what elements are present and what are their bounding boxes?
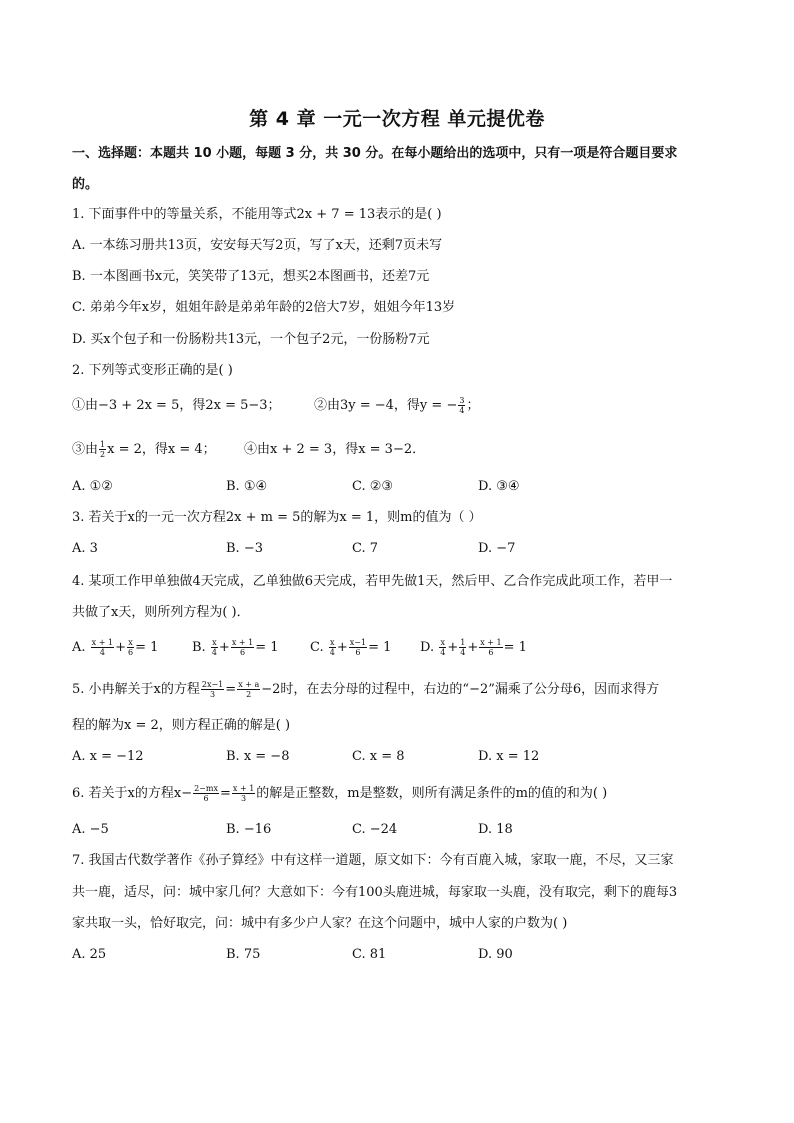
section-heading: 一、选择题：本题共 10 小题，每题 3 分，共 30 分。在每小题给出的选项中，只有一项是符合题目要求 [72, 146, 678, 161]
fraction: $\frac{x + 1}{4}$ [91, 638, 114, 657]
fraction: $\frac{3}{4}$ [459, 396, 465, 415]
fraction: $\frac{1}{4}$ [460, 638, 466, 657]
question-2-stem: 2. 下列等式变形正确的是( ) [72, 363, 233, 378]
question-5-stem-line-2: 程的解为x = 2，则方程正确的解是( ) [72, 718, 291, 733]
question-2-option-b: B. ①④ [226, 479, 268, 494]
page-title: 第 4 章 一元一次方程 单元提优卷 [249, 108, 545, 130]
question-6-stem: 6. 若关于x的方程x− $\frac{2-mx}{6}$ = $\frac{x + 1}{3}$ 的解是正整数，m是整数，则所有满足条件的m的值的和为( ) [72, 784, 608, 803]
question-1-stem: 1. 下面事件中的等量关系，不能用等式2x + 7 = 13表示的是( ) [72, 207, 442, 222]
section-heading-cont: 的。 [72, 177, 99, 192]
question-7-stem-line-2: 共一鹿，适尽，问：城中家几何？大意如下：今有100头鹿进城，每家取一头鹿，没有取完，剩下的鹿每3 [72, 885, 678, 900]
question-2-statement-3: ③由 $\frac{1}{2}$ x = 2，得x = 4； [72, 440, 216, 459]
fraction: $\frac{x + 1}{3}$ [232, 784, 255, 803]
question-3-stem: 3. 若关于x的一元一次方程2x + m = 5的解为x = 1，则m的值为（ ） [72, 510, 482, 525]
question-1-option-b: B. 一本图画书x元，笑笑带了13元，想买2本图画书，还差7元 [72, 269, 430, 284]
question-2-option-d: D. ③④ [478, 479, 520, 494]
question-4-stem-line-1: 4. 某项工作甲单独做4天完成，乙单独做6天完成，若甲先做1天，然后甲、乙合作完成此项工作，若甲一 [72, 574, 673, 589]
fraction: $\frac{x}{4}$ [211, 638, 217, 657]
fraction: $\frac{x + 1}{6}$ [480, 638, 502, 657]
question-7-option-d: D. 90 [478, 947, 513, 962]
question-2-option-c: C. ②③ [352, 479, 394, 494]
question-7-option-c: C. 81 [352, 947, 387, 962]
question-2-option-a: A. ①② [72, 479, 113, 494]
question-5-option-a: A. x = −12 [72, 749, 144, 764]
question-3-option-c: C. 7 [352, 541, 379, 556]
fraction: $\frac{x}{4}$ [329, 638, 335, 657]
fraction: $\frac{x}{4}$ [440, 638, 446, 657]
question-2-statement-2: ②由3y = −4，得y = − $\frac{3}{4}$ ； [314, 396, 480, 415]
fraction: $\frac{x}{6}$ [127, 638, 134, 657]
question-4-stem-line-2: 共做了x天，则所列方程为( )． [72, 605, 250, 620]
question-5-option-b: B. x = −8 [226, 749, 290, 764]
question-4-option-b: B. $\frac{x}{4}$ + $\frac{x + 1}{6}$ = 1 [192, 638, 279, 657]
fraction: $\frac{2-mx}{6}$ [194, 784, 218, 803]
question-2-statement-4: ④由x + 2 = 3，得x = 3−2． [244, 442, 426, 457]
statement-2-text: ②由3y = −4，得y = − [314, 398, 458, 413]
question-7-stem-line-1: 7. 我国古代数学著作《孙子算经》中有这样一道题，原文如下：今有百鹿入城，家取一鹿，不尽，又三家 [72, 853, 674, 868]
question-1-option-c: C. 弟弟今年x岁，姐姐年龄是弟弟年龄的2倍大7岁，姐姐今年13岁 [72, 300, 456, 315]
question-6-option-a: A. −5 [72, 822, 109, 837]
question-4-option-a: A. $\frac{x + 1}{4}$ + $\frac{x}{6}$ = 1 [72, 638, 159, 657]
question-7-stem-line-3: 家共取一头，恰好取完，问：城中有多少户人家？在这个问题中，城中人家的户数为( ) [72, 916, 568, 931]
question-5-option-d: D. x = 12 [478, 749, 540, 764]
question-5-option-c: C. x = 8 [352, 749, 405, 764]
question-6-option-c: C. −24 [352, 822, 398, 837]
question-7-option-b: B. 75 [226, 947, 261, 962]
question-1-option-a: A. 一本练习册共13页，安安每天写2页，写了x天，还剩7页未写 [72, 238, 443, 253]
fraction: $\frac{x + 1}{6}$ [231, 638, 254, 657]
fraction: $\frac{2x-1}{3}$ [201, 680, 224, 699]
question-4-option-c: C. $\frac{x}{4}$ + $\frac{x-1}{6}$ = 1 [310, 638, 392, 657]
question-1-option-d: D. 买x个包子和一份肠粉共13元，一个包子2元，一份肠粉7元 [72, 332, 430, 347]
question-3-option-b: B. −3 [226, 541, 263, 556]
question-3-option-a: A. 3 [72, 541, 98, 556]
fraction: $\frac{1}{2}$ [100, 440, 106, 459]
question-3-option-d: D. −7 [478, 541, 516, 556]
question-7-option-a: A. 25 [72, 947, 107, 962]
fraction: $\frac{x-1}{6}$ [349, 638, 367, 657]
question-4-option-d: D. $\frac{x}{4}$ + $\frac{1}{4}$ + $\frac{x + 1}{6}$ = 1 [420, 638, 527, 657]
fraction: $\frac{x + a}{2}$ [238, 680, 260, 699]
question-6-option-b: B. −16 [226, 822, 272, 837]
question-2-statement-1: ①由−3 + 2x = 5，得2x = 5−3； [72, 398, 281, 413]
question-5-stem-line-1: 5. 小冉解关于x的方程 $\frac{2x-1}{3}$ = $\frac{x + a}{2}$ −2时，在去分母的过程中，右边的“−2”漏乘了公分母6，因而求得方 [72, 680, 660, 699]
question-6-option-d: D. 18 [478, 822, 513, 837]
